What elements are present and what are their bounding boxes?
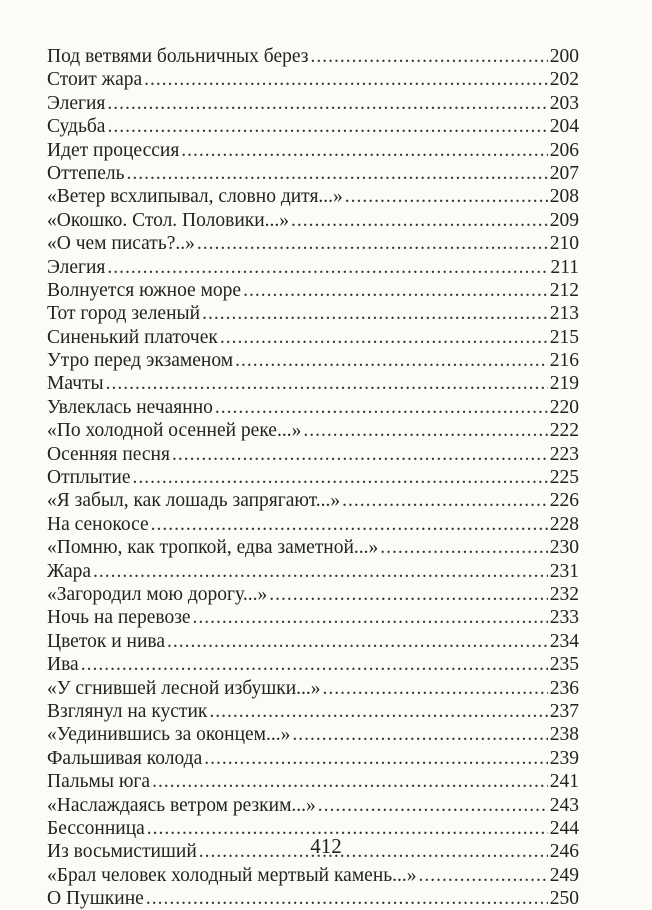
toc-entry	[47, 139, 579, 162]
toc-entry-title: «О чем писать?..»	[47, 233, 195, 255]
toc-entry	[47, 92, 579, 115]
toc-entry	[47, 115, 579, 138]
toc-entry-title: Оттепель	[47, 162, 125, 184]
toc-entry-page: 204	[549, 116, 579, 138]
toc-entry	[47, 45, 579, 68]
toc-dot-leader	[144, 68, 548, 91]
toc-dot-leader	[291, 209, 548, 232]
toc-entry-title: «Брал человек холодный мертвый камень...»	[47, 864, 417, 886]
toc-entry	[47, 326, 579, 349]
toc-entry-page: 233	[549, 607, 579, 629]
toc-entry-title: «Помню, как тропкой, едва заметной...»	[47, 537, 379, 559]
toc-dot-leader	[146, 887, 548, 910]
toc-entry-title: «Загородил мою дорогу...»	[47, 583, 268, 605]
toc-entry	[47, 677, 579, 700]
toc-dot-leader	[318, 794, 548, 817]
toc-entry	[47, 396, 579, 419]
toc-entry-page: 232	[549, 583, 579, 605]
toc-dot-leader	[132, 466, 547, 489]
toc-entry-title: Отплытие	[47, 467, 131, 489]
toc-entry-title: «У сгнившей лесной избушки...»	[47, 677, 321, 699]
toc-entry	[47, 606, 579, 629]
toc-entry-title: Волнуется южное море	[47, 279, 242, 301]
toc-entry-title: Тот город зеленый	[47, 303, 201, 325]
toc-entry-page: 211	[550, 256, 579, 278]
toc-entry-page: 206	[549, 139, 579, 161]
toc-entry-page: 228	[549, 513, 579, 535]
toc-entry	[47, 302, 579, 325]
toc-entry-title: «Окошко. Стол. Половики...»	[47, 209, 290, 231]
toc-entry	[47, 185, 579, 208]
toc-entry-page: 239	[549, 747, 579, 769]
toc-entry	[47, 232, 579, 255]
toc-entry-title: «По холодной осенней реке...»	[47, 420, 302, 442]
toc-dot-leader	[181, 139, 547, 162]
toc-entry-page: 250	[549, 888, 579, 910]
toc-entry-title: «Уединившись за оконцем...»	[47, 724, 291, 746]
toc-dot-leader	[419, 864, 548, 887]
toc-dot-leader	[167, 630, 548, 653]
toc-entry	[47, 419, 579, 442]
toc-entry	[47, 536, 579, 559]
toc-entry	[47, 560, 579, 583]
toc-entry-title: «Наслаждаясь ветром резким...»	[47, 794, 316, 816]
toc-entry-page: 226	[549, 490, 579, 512]
toc-dot-leader	[310, 45, 547, 68]
toc-entry-page: 220	[549, 396, 579, 418]
toc-entry-page: 215	[549, 326, 579, 348]
toc-entry-title: Стоит жара	[47, 69, 143, 91]
toc-entry	[47, 770, 579, 793]
toc-dot-leader	[106, 372, 548, 395]
toc-entry	[47, 864, 579, 887]
toc-entry-title: «Я забыл, как лошадь запрягают...»	[47, 490, 341, 512]
toc-dot-leader	[243, 279, 548, 302]
toc-dot-leader	[197, 232, 548, 255]
toc-entry-page: 246	[549, 841, 579, 863]
toc-entry-page: 249	[549, 864, 579, 886]
toc-entry	[47, 630, 579, 653]
toc-entry-title: Фальшивая колода	[47, 747, 203, 769]
toc-entry-title: Бессонница	[47, 817, 145, 839]
toc-dot-leader	[152, 770, 548, 793]
toc-entry-page: 208	[549, 186, 579, 208]
toc-entry	[47, 653, 579, 676]
toc-entry-title: Цветок и нива	[47, 630, 165, 652]
toc-entry-title: Судьба	[47, 116, 106, 138]
toc-entry-page: 235	[549, 654, 579, 676]
toc-entry	[47, 209, 579, 232]
toc-entry-page: 203	[549, 92, 579, 114]
toc-dot-leader	[172, 443, 548, 466]
toc-dot-leader	[303, 419, 547, 442]
toc-entry-title: Мачты	[47, 373, 104, 395]
toc-dot-leader	[151, 513, 548, 536]
toc-entry-title: О Пушкине	[47, 888, 144, 910]
toc-entry-page: 241	[549, 771, 579, 793]
toc-entry	[47, 747, 579, 770]
toc-entry-title: Синенький платочек	[47, 326, 218, 348]
toc-entry-page: 219	[549, 373, 579, 395]
toc-entry-page: 202	[549, 69, 579, 91]
toc-dot-leader	[215, 396, 548, 419]
toc-dot-leader	[323, 677, 548, 700]
toc-dot-leader	[220, 326, 548, 349]
toc-entry-page: 243	[549, 794, 579, 816]
page-number: 412	[310, 834, 342, 858]
toc-entry-title: Ива	[47, 654, 79, 676]
toc-entry	[47, 489, 579, 512]
toc-dot-leader	[193, 606, 548, 629]
toc-dot-leader	[202, 302, 548, 325]
toc-entry	[47, 279, 579, 302]
toc-entry-title: Утро перед экзаменом	[47, 350, 234, 372]
toc-entry-page: 244	[549, 817, 579, 839]
toc-entry	[47, 700, 579, 723]
toc-entry-page: 231	[549, 560, 579, 582]
toc-entry	[47, 466, 579, 489]
toc-entry-title: Идет процессия	[47, 139, 180, 161]
toc-entry-page: 207	[549, 162, 579, 184]
toc-entry	[47, 372, 579, 395]
toc-entry-page: 212	[549, 279, 579, 301]
toc-entry-title: Под ветвями больничных берез	[47, 46, 309, 67]
toc-dot-leader	[127, 162, 548, 185]
toc-entry-title: Увлеклась нечаянно	[47, 396, 213, 418]
toc-dot-leader	[107, 115, 547, 138]
toc-entry	[47, 794, 579, 817]
toc-dot-leader	[342, 489, 548, 512]
toc-entry	[47, 583, 579, 606]
toc-dot-leader	[204, 747, 548, 770]
toc-dot-leader	[235, 349, 548, 372]
toc-entry-title: Ночь на перевозе	[47, 607, 191, 629]
toc-entry-title: Пальмы юга	[47, 771, 151, 793]
toc-entry-page: 236	[549, 677, 579, 699]
toc-entry-page: 234	[549, 630, 579, 652]
toc-dot-leader	[107, 256, 548, 279]
toc-dot-leader	[209, 700, 547, 723]
toc-entry-page: 230	[549, 537, 579, 559]
toc-entry-title: Из восьмистиший	[47, 841, 197, 863]
toc-entry-page: 238	[549, 724, 579, 746]
table-of-contents	[47, 45, 579, 910]
toc-dot-leader	[93, 560, 548, 583]
toc-dot-leader	[380, 536, 547, 559]
toc-entry	[47, 349, 579, 372]
toc-entry-page: 213	[549, 303, 579, 325]
toc-entry	[47, 723, 579, 746]
toc-entry	[47, 68, 579, 91]
toc-entry-page: 200	[549, 46, 579, 67]
toc-entry-title: Взглянул на кустик	[47, 700, 208, 722]
toc-entry-page: 209	[549, 209, 579, 231]
toc-dot-leader	[292, 723, 547, 746]
toc-entry-title: Осенняя песня	[47, 443, 170, 465]
toc-entry-title: Жара	[47, 560, 92, 582]
toc-entry-page: 216	[549, 350, 579, 372]
toc-dot-leader	[345, 185, 548, 208]
toc-entry-title: Элегия	[47, 92, 106, 114]
toc-entry	[47, 256, 579, 279]
toc-entry	[47, 162, 579, 185]
toc-entry	[47, 513, 579, 536]
toc-entry-page: 223	[549, 443, 579, 465]
toc-entry	[47, 443, 579, 466]
toc-dot-leader	[107, 92, 547, 115]
toc-entry-title: Элегия	[47, 256, 106, 278]
toc-entry-page: 237	[549, 700, 579, 722]
toc-dot-leader	[269, 583, 548, 606]
toc-entry-page: 210	[549, 233, 579, 255]
toc-entry-title: «Ветер всхлипывал, словно дитя...»	[47, 186, 343, 208]
toc-entry-title: На сенокосе	[47, 513, 149, 535]
toc-entry-page: 222	[549, 420, 579, 442]
toc-entry-page: 225	[549, 467, 579, 489]
toc-dot-leader	[81, 653, 548, 676]
toc-entry	[47, 887, 579, 910]
